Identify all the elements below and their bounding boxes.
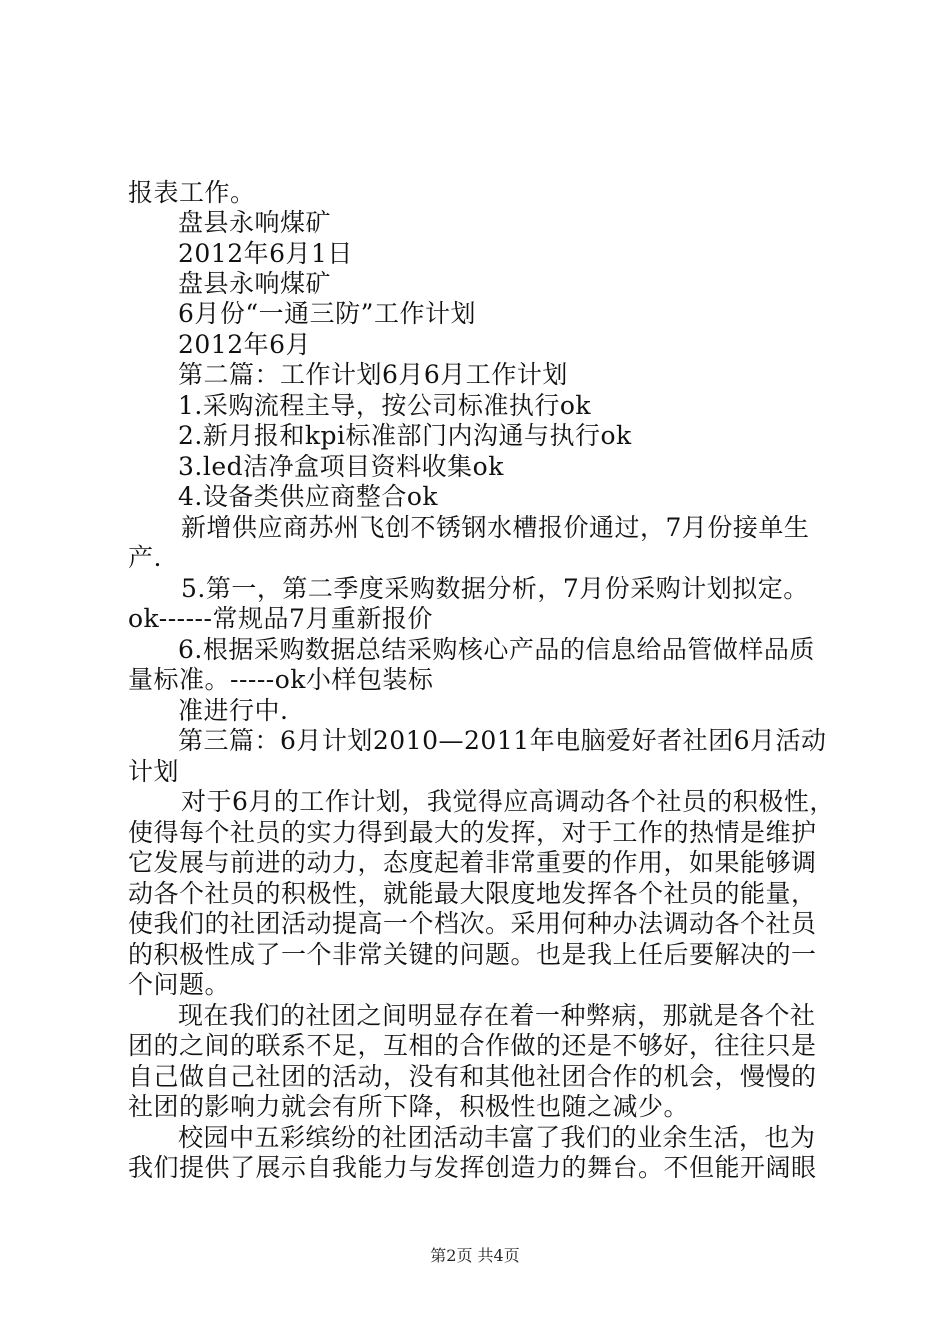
text-line: 现在我们的社团之间明显存在着一种弊病，那就是各个社 bbox=[178, 1001, 816, 1030]
text-line: 的积极性成了一个非常关键的问题。也是我上任后要解决的一 bbox=[128, 940, 817, 969]
text-line: 使我们的社团活动提高一个档次。采用何种办法调动各个社员 bbox=[128, 909, 817, 938]
text-line: 2012年6月 bbox=[178, 330, 312, 359]
section-heading: 第三篇：6月计划2010—2011年电脑爱好者社团6月活动 bbox=[178, 726, 827, 755]
text-line: 个问题。 bbox=[128, 970, 231, 999]
text-line: 新增供应商苏州飞创不锈钢水槽报价通过，7月份接单生 bbox=[181, 513, 810, 542]
page-footer: 第2页 共4页 bbox=[430, 1246, 520, 1265]
text-line: 1.采购流程主导，按公司标准执行ok bbox=[178, 391, 592, 420]
text-line: ok------常规品7月重新报价 bbox=[128, 604, 433, 633]
text-line: 6.根据采购数据总结采购核心产品的信息给品管做样品质 bbox=[178, 635, 815, 664]
text-line: 盘县永响煤矿 bbox=[178, 208, 332, 237]
text-line: 产. bbox=[128, 543, 162, 572]
text-line: 报表工作。 bbox=[128, 178, 256, 207]
text-line: 2.新月报和kpi标准部门内沟通与执行ok bbox=[178, 421, 632, 450]
text-line: 计划 bbox=[128, 757, 180, 786]
text-line: 动各个社员的积极性，就能最大限度地发挥各个社员的能量， bbox=[128, 879, 817, 908]
text-line: 5.第一，第二季度采购数据分析，7月份采购计划拟定。 bbox=[181, 574, 809, 603]
text-line: 社团的影响力就会有所下降，积极性也随之减少。 bbox=[128, 1092, 690, 1121]
text-line: 使得每个社员的实力得到最大的发挥，对于工作的热情是维护 bbox=[128, 818, 817, 847]
text-line: 4.设备类供应商整合ok bbox=[178, 482, 439, 511]
section-heading: 第二篇：工作计划6月6月工作计划 bbox=[178, 360, 568, 389]
text-line: 2012年6月1日 bbox=[178, 239, 353, 268]
text-line: 量标准。-----ok小样包装标 bbox=[128, 665, 434, 694]
text-line: 自己做自己社团的活动，没有和其他社团合作的机会，慢慢的 bbox=[128, 1062, 817, 1091]
text-line: 我们提供了展示自我能力与发挥创造力的舞台。不但能开阔眼 bbox=[128, 1153, 817, 1182]
text-line: 对于6月的工作计划，我觉得应高调动各个社员的积极性， bbox=[181, 787, 835, 816]
text-line: 准进行中. bbox=[178, 696, 289, 725]
text-line: 它发展与前进的动力，态度起着非常重要的作用，如果能够调 bbox=[128, 848, 817, 877]
text-line: 团的之间的联系不足，互相的合作做的还是不够好，往往只是 bbox=[128, 1031, 817, 1060]
text-line: 校园中五彩缤纷的社团活动丰富了我们的业余生活，也为 bbox=[178, 1123, 816, 1152]
text-line: 3.led洁净盒项目资料收集ok bbox=[178, 452, 504, 481]
text-line: 6月份“一通三防”工作计划 bbox=[178, 299, 476, 328]
text-line: 盘县永响煤矿 bbox=[178, 269, 332, 298]
